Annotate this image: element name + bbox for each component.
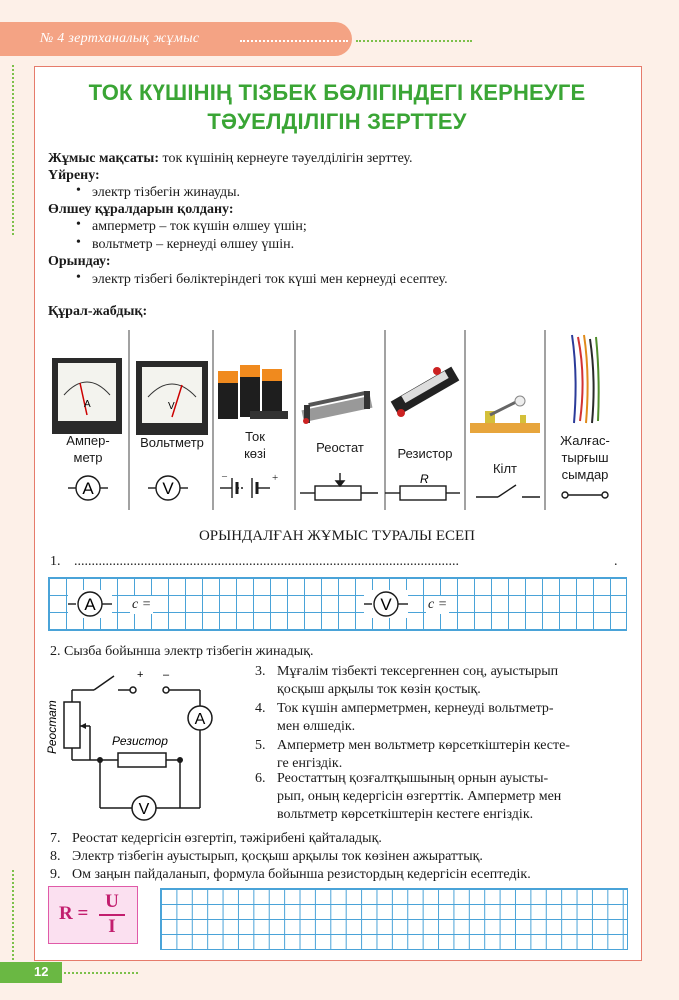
bullet-icon: •	[76, 235, 81, 250]
circuit-minus: –	[163, 669, 170, 681]
circuit-voltmeter-letter: V	[138, 801, 150, 818]
bullet-icon: •	[76, 270, 81, 285]
perform-label: Орындау:	[48, 254, 111, 269]
bullet-icon: •	[76, 217, 81, 232]
step-text: Ток күшін амперметрмен, кернеуді вольтметр- мен өлшедік.	[277, 701, 554, 734]
margin-dots	[12, 65, 14, 235]
svg-text:A: A	[84, 399, 91, 410]
learn-label: Үйрену:	[48, 168, 100, 183]
svg-text:V: V	[168, 401, 175, 412]
switch-photo	[470, 396, 540, 433]
battery-photo	[218, 365, 288, 419]
circuit-resistor-label: Резистор	[112, 734, 168, 748]
battery-symbol	[220, 471, 278, 498]
equipment-label: Құрал-жабдық:	[48, 304, 148, 319]
formula-lhs: R =	[59, 903, 89, 924]
ohms-law-formula	[48, 886, 138, 944]
footer-dotted-line	[64, 972, 138, 974]
equipment-label-ammeter: Ампер- метр	[66, 433, 110, 465]
item-2: 2. Сызба бойынша электр тізбегін жинадық.	[50, 644, 314, 659]
step-number: 5.	[255, 738, 266, 753]
item-1-number: 1.	[50, 554, 61, 569]
calculation-grid[interactable]	[160, 888, 628, 950]
step-text: Ом заңын пайдаланып, формула бойынша резистордың кедергісін есептедік.	[72, 867, 531, 882]
report-heading: ОРЫНДАЛҒАН ЖҰМЫС ТУРАЛЫ ЕСЕП	[198, 528, 476, 544]
equipment-label-switch: Кілт	[492, 461, 517, 476]
formula-numerator: U	[105, 891, 119, 912]
bullet-icon: •	[76, 183, 81, 198]
equipment-label-power-source: Ток көзі	[244, 429, 266, 461]
ammeter-symbol	[68, 590, 112, 618]
goal	[48, 150, 413, 168]
equipment-label-rheostat: Реостат	[316, 440, 364, 455]
rheostat-photo	[302, 391, 373, 424]
instruments-label: Өлшеу құралдарын қолдану:	[48, 202, 234, 217]
voltmeter-symbol-letter: V	[162, 479, 174, 498]
instruments-item: амперметр – ток күшін өлшеу үшін;	[92, 219, 307, 234]
goal-label: Жұмыс мақсаты:	[48, 151, 160, 166]
ammeter-letter: A	[84, 595, 96, 614]
section-header-label: № 4 зертханалық жұмыс	[40, 31, 200, 46]
step-number: 8.	[50, 849, 61, 864]
page-number-tab	[0, 962, 62, 983]
wire-symbol	[562, 492, 608, 498]
rheostat-symbol	[300, 473, 378, 500]
voltmeter-letter: V	[380, 595, 392, 614]
formula-denominator: I	[108, 916, 116, 937]
circuit-plus: +	[137, 669, 144, 681]
wires-photo	[572, 335, 599, 423]
equipment-label-voltmeter: Вольтметр	[140, 435, 204, 450]
ammeter-photo	[52, 358, 122, 434]
circuit-rheostat-label: Реостат	[45, 700, 59, 754]
voltmeter-photo	[136, 361, 208, 435]
svg-text:+: +	[272, 472, 279, 484]
step-number: 6.	[255, 771, 266, 786]
header-dotted-line	[240, 40, 348, 42]
svg-text:–: –	[222, 471, 227, 482]
step-text: Мұғалім тізбекті тексергеннен соң, ауыстырып қосқыш арқылы ток көзін қостық.	[277, 664, 559, 697]
learn-item: электр тізбегін жинауды.	[92, 185, 240, 200]
step-number: 7.	[50, 831, 61, 846]
perform-item: электр тізбегі бөліктеріндегі ток күші мен кернеуді есептеу.	[92, 272, 448, 287]
page-title-line-2: ТӘУЕЛДІЛІГІН ЗЕРТТЕУ	[207, 109, 467, 134]
resistor-symbol	[385, 486, 460, 500]
equipment-label-wires: Жалғас- тырғыш сымдар	[560, 433, 610, 482]
step-text: Реостат кедергісін өзгертіп, тәжірибені қайталадық.	[72, 831, 382, 846]
page-number: 12	[34, 964, 49, 979]
equipment-strip	[40, 325, 640, 515]
page-title-line-1: ТОК КҮШІНІҢ ТІЗБЕК БӨЛІГІНДЕГІ КЕРНЕУГЕ	[88, 80, 586, 105]
step-text: Электр тізбегін ауыстырып, қосқыш арқылы ток көзінен ажыраттық.	[72, 849, 483, 864]
resistor-photo	[391, 367, 460, 417]
step-text: Реостаттың қозғалтқышының орнын ауысты- рып, оның кедергісін өзгерттік. Амперметр мен вольтметр көрсеткіштерін кестеге енгіздік.	[277, 771, 562, 822]
ammeter-symbol-letter: A	[82, 479, 94, 498]
header-dotted-line-green	[356, 40, 472, 42]
circuit-ammeter-letter: A	[194, 711, 206, 728]
step-number: 4.	[255, 701, 266, 716]
circuit-diagram	[44, 666, 244, 826]
voltmeter-symbol	[364, 590, 408, 618]
voltmeter-value-label: c =	[428, 597, 448, 612]
goal-text: ток күшінің кернеуге тәуелділігін зерттеу.	[159, 151, 413, 166]
item-1-end: .	[614, 554, 618, 569]
equipment-label-resistor: Резистор	[397, 446, 453, 461]
ammeter-value-label: c =	[132, 597, 152, 612]
step-text: Амперметр мен вольтметр көрсеткіштерін кесте- ге енгіздік.	[277, 738, 570, 771]
instruments-item: вольтметр – кернеуді өлшеу үшін.	[92, 237, 295, 252]
switch-symbol	[476, 485, 540, 497]
margin-dots	[12, 870, 14, 960]
item-1-dots: ..............................................................................................................	[74, 554, 459, 569]
step-number: 3.	[255, 664, 266, 679]
step-number: 9.	[50, 867, 61, 882]
resistor-symbol-letter: R	[420, 472, 429, 486]
